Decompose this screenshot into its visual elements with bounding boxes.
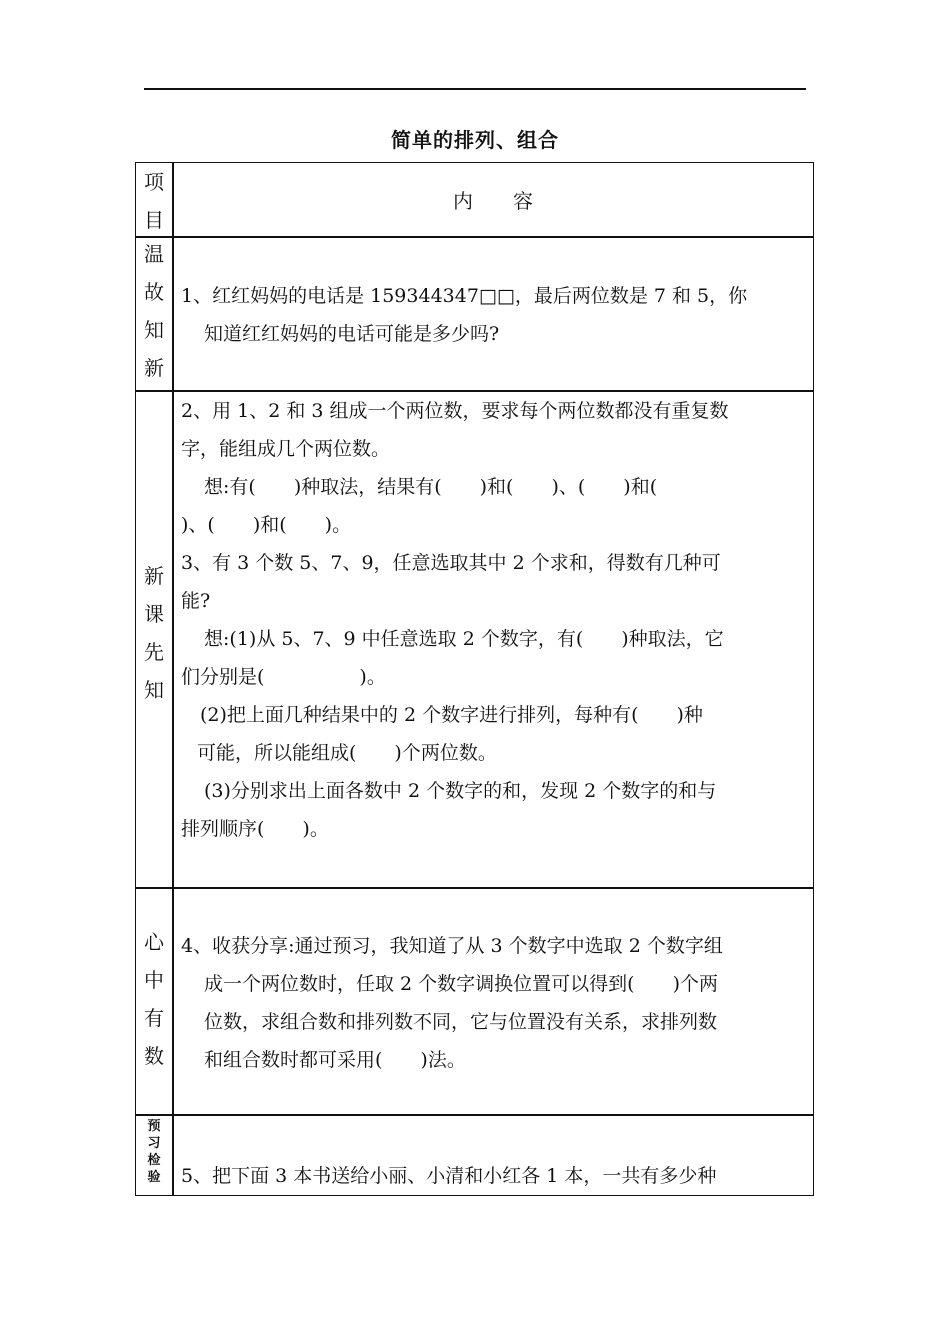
label-char: 习 bbox=[147, 1136, 161, 1151]
row-divider bbox=[136, 236, 813, 238]
column-divider bbox=[172, 163, 174, 1195]
label-char: 有 bbox=[144, 1006, 164, 1030]
question-3-line: 能? bbox=[181, 590, 211, 612]
section-label-check bbox=[136, 1118, 172, 1186]
question-1-line: 1、红红妈妈的电话是 159344347□□，最后两位数是 7 和 5，你 bbox=[181, 285, 748, 307]
question-3-line: 排列顺序( )。 bbox=[181, 818, 329, 840]
page-title: 简单的排列、组合 bbox=[391, 128, 559, 152]
label-char: 心 bbox=[144, 930, 164, 954]
label-char: 新 bbox=[144, 564, 164, 588]
question-2-line: 字，能组成几个两位数。 bbox=[181, 438, 391, 460]
question-2-line: 2、用 1、2 和 3 组成一个两位数，要求每个两位数都没有重复数 bbox=[181, 400, 729, 422]
question-4-line: 4、收获分享:通过预习，我知道了从 3 个数字中选取 2 个数字组 bbox=[181, 935, 723, 957]
question-4-line: 成一个两位数时，任取 2 个数字调换位置可以得到( )个两 bbox=[204, 973, 718, 995]
question-4-line: 位数，求组合数和排列数不同，它与位置没有关系，求排列数 bbox=[204, 1011, 718, 1033]
label-char: 知 bbox=[144, 678, 164, 702]
row-divider bbox=[136, 1114, 813, 1116]
label-char: 数 bbox=[144, 1044, 164, 1068]
header-item-char: 目 bbox=[144, 208, 164, 232]
worksheet-table bbox=[135, 162, 814, 1196]
label-char: 中 bbox=[144, 968, 164, 992]
header-content-label: 内 容 bbox=[453, 189, 533, 213]
question-2-line: 想:有( )种取法，结果有( )和( )、( )和( bbox=[204, 476, 658, 498]
question-3-line: (3)分别求出上面各数中 2 个数字的和，发现 2 个数字的和与 bbox=[204, 780, 717, 802]
question-3-line: (2)把上面几种结果中的 2 个数字进行排列，每种有( )种 bbox=[200, 704, 703, 726]
question-5-line: 5、把下面 3 本书送给小丽、小清和小红各 1 本，一共有多少种 bbox=[181, 1165, 717, 1187]
label-char: 先 bbox=[144, 640, 164, 664]
question-3-line: 想:(1)从 5、7、9 中任意选取 2 个数字，有( )种取法，它 bbox=[204, 628, 724, 650]
label-char: 验 bbox=[147, 1170, 161, 1185]
question-1-line: 知道红红妈妈的电话可能是多少吗? bbox=[204, 323, 500, 345]
section-label-preview bbox=[136, 557, 172, 709]
label-char: 课 bbox=[144, 602, 164, 626]
label-char: 预 bbox=[147, 1119, 161, 1134]
header-item-label bbox=[136, 163, 172, 239]
top-rule bbox=[144, 88, 806, 90]
label-char: 知 bbox=[144, 318, 164, 342]
question-3-line: 们分别是( )。 bbox=[181, 666, 386, 688]
question-3-line: 可能，所以能组成( )个两位数。 bbox=[197, 742, 497, 764]
section-label-summary bbox=[136, 923, 172, 1075]
label-char: 故 bbox=[144, 280, 164, 304]
header-item-char: 项 bbox=[144, 170, 164, 194]
question-3-line: 3、有 3 个数 5、7、9，任意选取其中 2 个求和，得数有几种可 bbox=[181, 552, 721, 574]
section-label-review bbox=[136, 235, 172, 387]
label-char: 新 bbox=[144, 356, 164, 380]
label-char: 温 bbox=[144, 242, 164, 266]
row-divider bbox=[136, 887, 813, 889]
row-divider bbox=[136, 390, 813, 392]
question-4-line: 和组合数时都可采用( )法。 bbox=[204, 1049, 466, 1071]
question-2-line: )、( )和( )。 bbox=[181, 514, 352, 536]
label-char: 检 bbox=[147, 1153, 161, 1168]
